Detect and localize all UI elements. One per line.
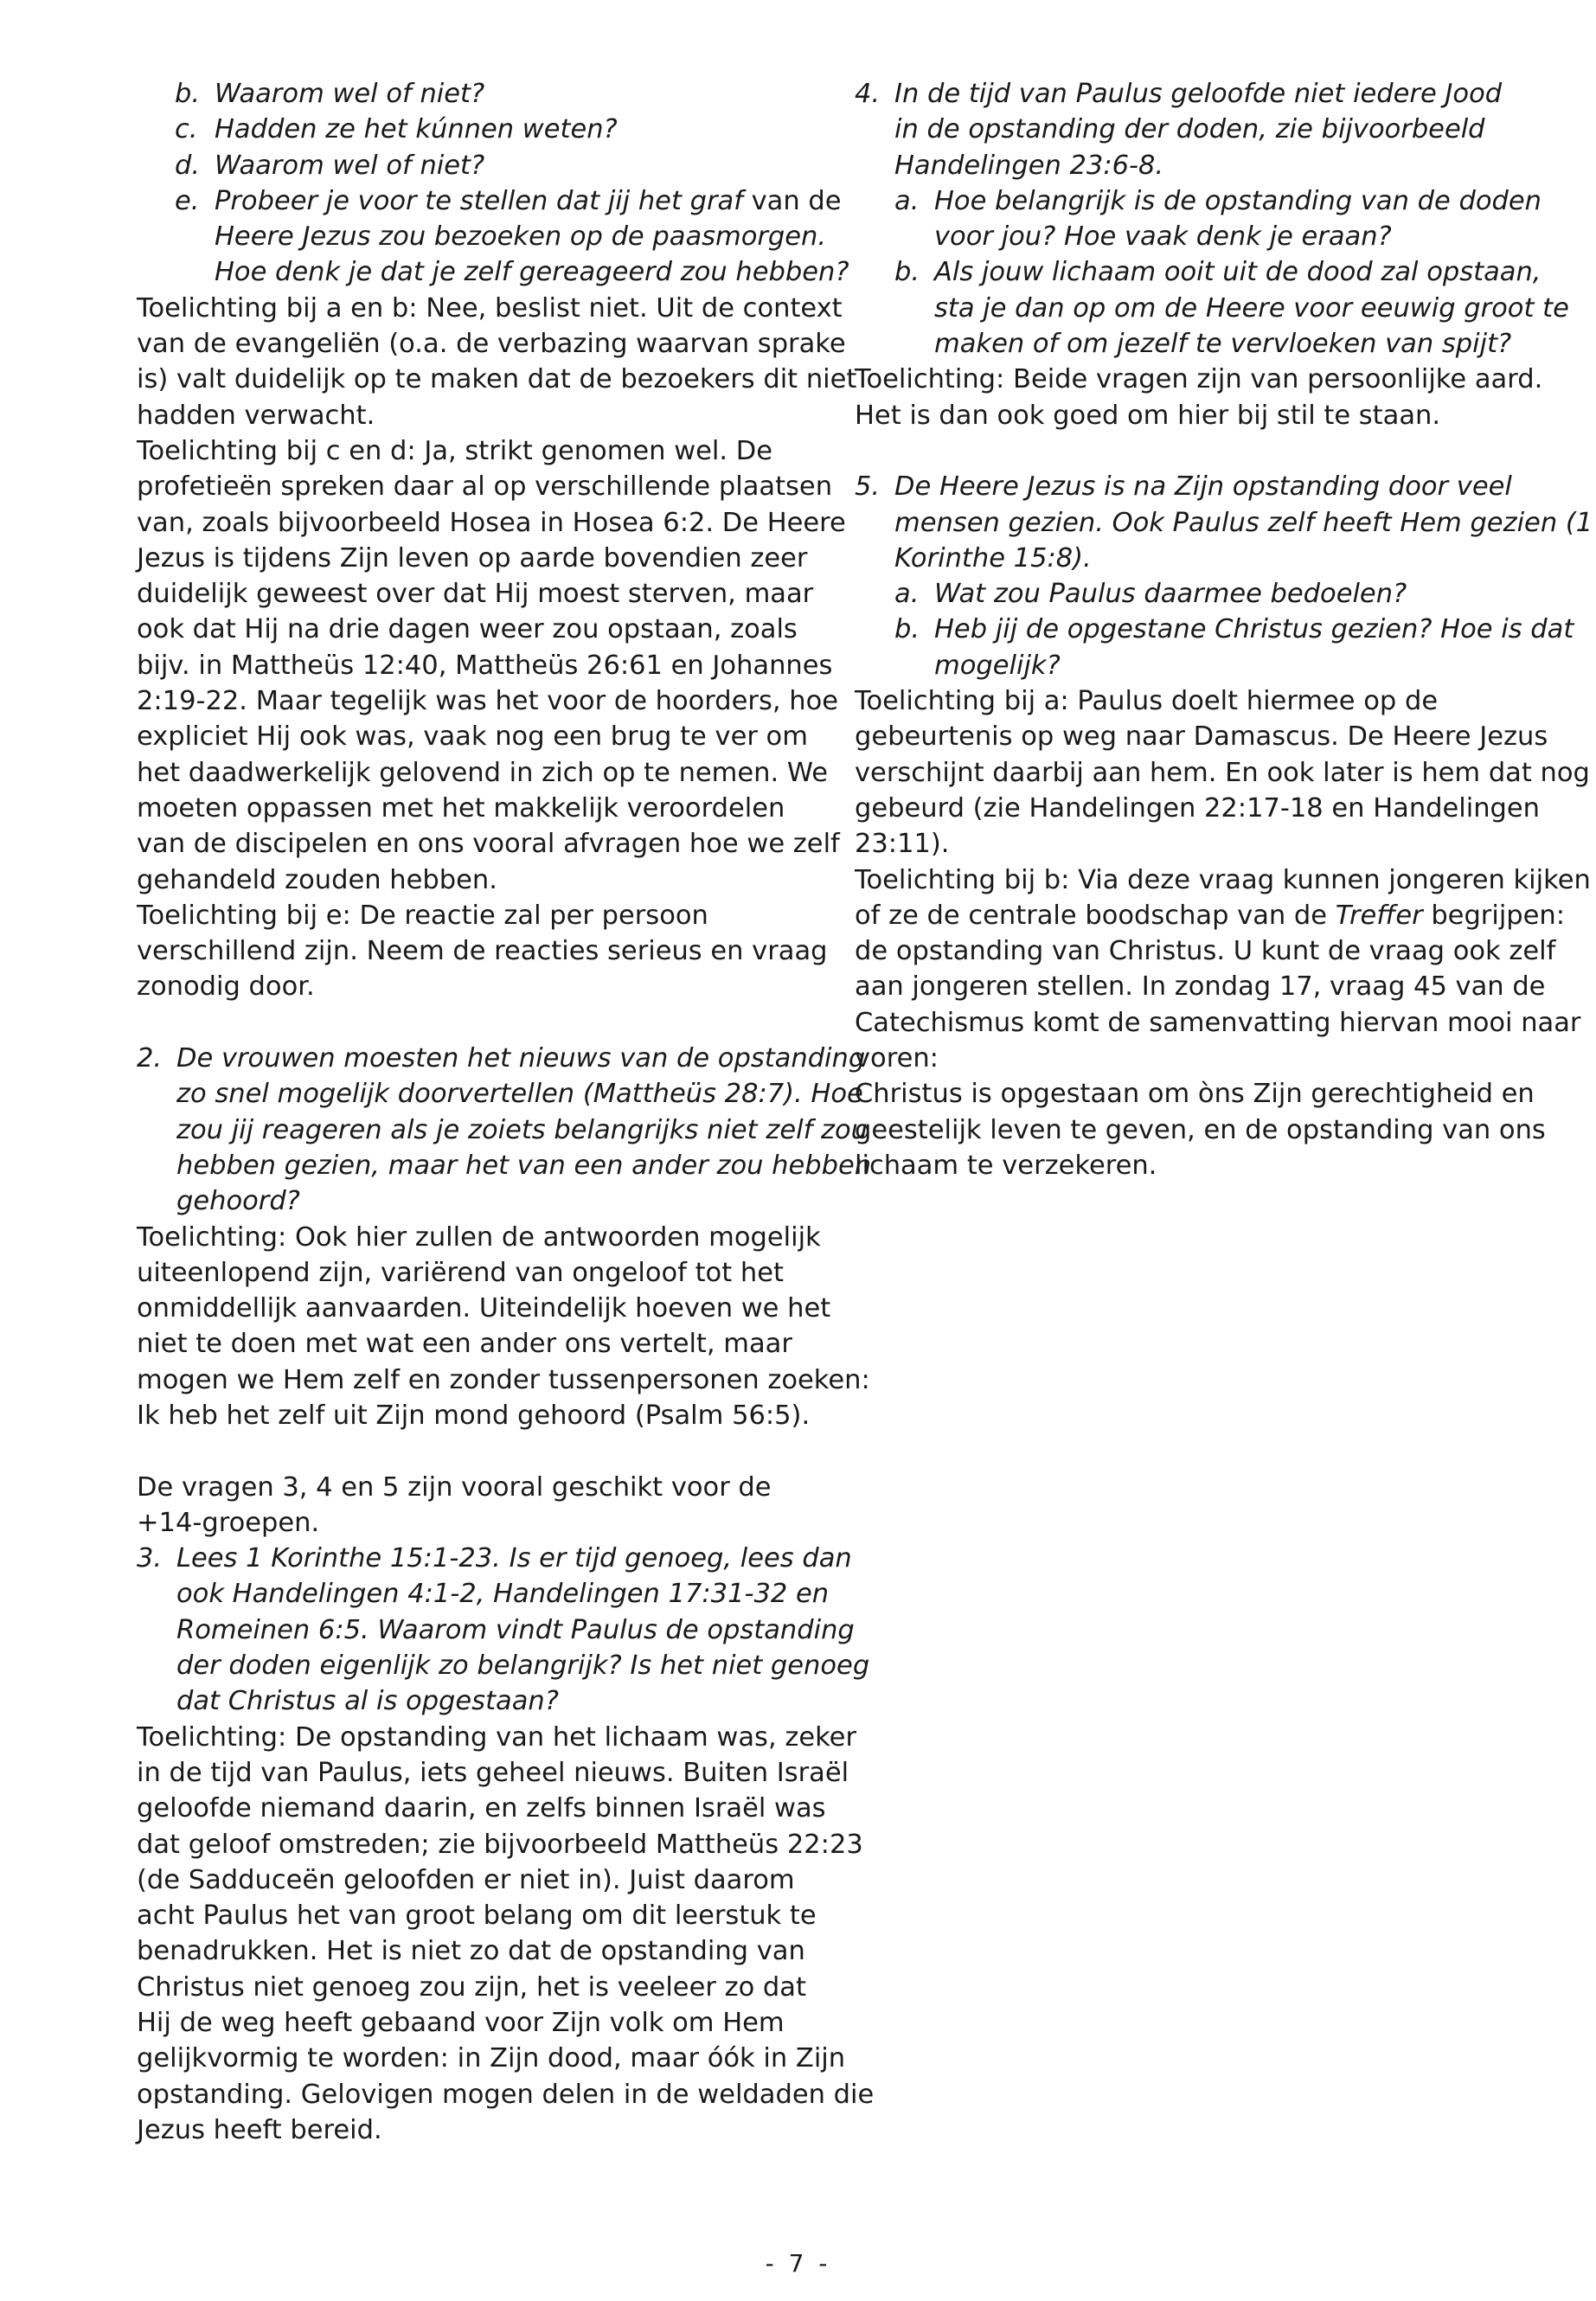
question-text: ook Handelingen 4:1-2, Handelingen 17:31-32 en (176, 1579, 830, 1610)
text-line: De vragen 3, 4 en 5 zijn vooral geschikt voor de (137, 1471, 772, 1503)
text-line: Toelichting bij e: De reactie zal per persoon (137, 900, 708, 931)
text-line: lichaam te verzekeren. (855, 1150, 1157, 1181)
text-line: van de evangeliën (o.a. de verbazing waarvan sprake (137, 329, 846, 360)
text-line: Toelichting: Ook hier zullen de antwoorden mogelijk (137, 1221, 821, 1253)
question-text: Waarom wel of niet? (215, 150, 485, 181)
question-text: mogelijk? (934, 650, 1061, 681)
treffer-title: Treffer (1335, 900, 1423, 931)
page-number: - 7 - (765, 2249, 831, 2278)
question-text: voor jou? Hoe vaak denk je eraan? (934, 221, 1392, 253)
question-text: Romeinen 6:5. Waarom vindt Paulus de opstanding (176, 1614, 855, 1645)
question-text: In de tijd van Paulus geloofde niet iedere Jood (894, 79, 1503, 109)
question-5a (855, 576, 1551, 612)
text-line: Christus is opgestaan om òns Zijn gerechtigheid en (855, 1079, 1535, 1110)
text-segment: of ze de centrale boodschap van de (855, 900, 1336, 931)
question-3 (137, 1541, 870, 1719)
question-text: in de opstanding der doden, zie bijvoorbeeld (894, 114, 1485, 145)
question-text: Heb jij de opgestane Christus gezien? Hoe is dat (934, 614, 1574, 645)
question-text: Korinthe 15:8). (894, 542, 1092, 574)
text-line: gehandeld zouden hebben. (137, 864, 497, 895)
question-text: sta je dan op om de Heere voor eeuwig groot te (934, 292, 1569, 324)
question-text: Waarom wel of niet? (215, 79, 485, 109)
toelichting-5a (855, 683, 1590, 862)
note-questions-345 (137, 1470, 829, 1541)
text-line: Jezus is tijdens Zijn leven op aarde bovendien zeer (137, 542, 808, 574)
text-line: Toelichting: Beide vragen zijn van persoonlijke aard. (855, 364, 1543, 395)
toelichting-5b (855, 862, 1591, 1184)
spacer (137, 1005, 829, 1041)
text-segment: begrijpen: (1422, 900, 1566, 931)
text-line: benadrukken. Het is niet zo dat de opstanding van (137, 1936, 805, 1967)
question-1e (137, 183, 849, 291)
question-1b (137, 76, 829, 112)
question-text: Hoe denk je dat je zelf gereageerd zou hebben? (215, 257, 849, 288)
question-text: Probeer je voor te stellen dat jij het graf (215, 185, 743, 216)
right-column (855, 76, 1593, 1183)
sub-label: b. (894, 614, 920, 645)
question-text: Als jouw lichaam ooit uit de dood zal opstaan, (934, 257, 1542, 288)
text-line: mogen we Hem zelf en zonder tussenpersonen zoeken: (137, 1364, 870, 1395)
text-line: 23:11). (855, 829, 950, 860)
toelichting-ab (137, 291, 857, 433)
sub-label: d. (175, 150, 201, 181)
question-4a (855, 183, 1551, 255)
text-line: hadden verwacht. (137, 400, 375, 431)
sub-label: a. (894, 579, 920, 610)
text-line: Jezus heeft bereid. (137, 2114, 382, 2145)
sub-label: c. (175, 114, 198, 145)
question-text: der doden eigenlijk zo belangrijk? Is het niet genoeg (176, 1650, 870, 1682)
text-line (855, 898, 1566, 933)
question-text: maken of om jezelf te vervloeken van spijt? (934, 329, 1512, 360)
question-4b (855, 254, 1569, 362)
text-line: zonodig door. (137, 971, 315, 1003)
text-line: bijv. in Mattheüs 12:40, Mattheüs 26:61 en Johannes (137, 650, 833, 681)
text-line: opstanding. Gelovigen mogen delen in de weldaden die (137, 2079, 875, 2110)
text-line: gebeurtenis op weg naar Damascus. De Heere Jezus (855, 721, 1548, 753)
question-4 (855, 76, 1551, 183)
sub-label: b. (894, 257, 920, 288)
left-column (137, 76, 875, 2148)
text-line: duidelijk geweest over dat Hij moest sterven, maar (137, 579, 814, 610)
text-line: Toelichting bij a en b: Nee, beslist niet. Uit de context (137, 292, 843, 324)
question-text: Handelingen 23:6-8. (894, 150, 1164, 181)
question-text: zo snel mogelijk doorvertellen (Mattheüs 28:7). Hoe (176, 1079, 863, 1110)
question-text: De Heere Jezus is na Zijn opstanding door veel (894, 471, 1512, 503)
text-line: geestelijk leven te geven, en de opstanding van ons (855, 1114, 1546, 1145)
text-line: profetieën spreken daar al op verschillende plaatsen (137, 471, 833, 503)
question-5 (855, 469, 1593, 576)
text-line: aan jongeren stellen. In zondag 17, vraag 45 van de (855, 971, 1546, 1003)
question-text: Wat zou Paulus daarmee bedoelen? (934, 579, 1407, 610)
question-text: Lees 1 Korinthe 15:1-23. Is er tijd genoeg, lees dan (176, 1543, 852, 1574)
text-line: gelijkvormig te worden: in Zijn dood, maar óók in Zijn (137, 2043, 846, 2074)
question-text-tail: van de (742, 185, 842, 216)
toelichting-3 (137, 1720, 875, 2149)
toelichting-2 (137, 1220, 870, 1434)
text-line: onmiddellijk aanvaarden. Uiteindelijk hoeven we het (137, 1293, 831, 1324)
text-line: (de Sadduceën geloofden er niet in). Juist daarom (137, 1864, 795, 1895)
question-text: Heere Jezus zou bezoeken op de paasmorgen. (215, 221, 827, 253)
text-line: is) valt duidelijk op te maken dat de bezoekers dit niet (137, 364, 857, 395)
text-line: in de tijd van Paulus, iets geheel nieuws. Buiten Israël (137, 1757, 849, 1788)
question-number: 2. (137, 1043, 163, 1074)
text-line: niet te doen met wat een ander ons vertelt, maar (137, 1329, 792, 1360)
text-line: Toelichting bij b: Via deze vraag kunnen jongeren kijken (855, 864, 1591, 895)
text-line: verschijnt daarbij aan hem. En ook later is hem dat nog (855, 757, 1590, 788)
question-text: Hadden ze het kúnnen weten? (215, 114, 618, 145)
text-line: ook dat Hij na drie dagen weer zou opstaan, zoals (137, 614, 798, 645)
sub-label: a. (894, 185, 920, 216)
toelichting-4 (855, 362, 1551, 433)
text-line: Het is dan ook goed om hier bij stil te staan. (855, 400, 1441, 431)
text-line: gebeurd (zie Handelingen 22:17-18 en Handelingen (855, 792, 1541, 824)
text-line: uiteenlopend zijn, variërend van ongeloof tot het (137, 1257, 784, 1288)
text-line: Hij de weg heeft gebaand voor Zijn volk om Hem (137, 2008, 785, 2039)
sub-label: b. (175, 79, 201, 109)
question-text: Hoe belangrijk is de opstanding van de doden (934, 185, 1542, 216)
toelichting-e (137, 898, 829, 1005)
question-text: zou jij reageren als je zoiets belangrijks niet zelf zou (176, 1114, 869, 1145)
text-line: +14-groepen. (137, 1507, 320, 1538)
question-5b (855, 612, 1574, 683)
question-text: mensen gezien. Ook Paulus zelf heeft Hem gezien (1 (894, 507, 1593, 538)
question-number: 5. (855, 471, 881, 503)
question-text: dat Christus al is opgestaan? (176, 1686, 559, 1717)
question-number: 4. (855, 79, 881, 109)
text-line: dat geloof omstreden; zie bijvoorbeeld Mattheüs 22:23 (137, 1829, 863, 1860)
sub-label: e. (175, 185, 200, 216)
text-line: Toelichting: De opstanding van het lichaam was, zeker (137, 1721, 856, 1753)
text-line: Toelichting bij a: Paulus doelt hiermee op de (855, 686, 1439, 717)
spacer (137, 1433, 829, 1469)
question-text: De vrouwen moesten het nieuws van de opstanding (176, 1043, 866, 1074)
text-line: acht Paulus het van groot belang om dit leerstuk te (137, 1900, 817, 1932)
question-text: hebben gezien, maar het van een ander zou hebben (176, 1150, 872, 1181)
text-line: moeten oppassen met het makkelijk veroordelen (137, 792, 785, 824)
toelichting-cd (137, 433, 846, 898)
text-line: verschillend zijn. Neem de reacties serieus en vraag (137, 936, 828, 967)
text-line: het daadwerkelijk gelovend in zich op te nemen. We (137, 757, 829, 788)
text-line: voren: (855, 1043, 939, 1074)
text-line: van, zoals bijvoorbeeld Hosea in Hosea 6:2. De Heere (137, 507, 846, 538)
question-number: 3. (137, 1543, 163, 1574)
question-1d (137, 148, 829, 183)
text-line: Toelichting bij c en d: Ja, strikt genomen wel. De (137, 435, 773, 466)
text-line: geloofde niemand daarin, en zelfs binnen Israël was (137, 1793, 826, 1824)
text-line: Catechismus komt de samenvatting hiervan mooi naar (855, 1007, 1581, 1038)
text-line: expliciet Hij ook was, vaak nog een brug te ver om (137, 721, 808, 753)
spacer (855, 433, 1551, 469)
text-line: van de discipelen en ons vooral afvragen hoe we zelf (137, 829, 840, 860)
text-line: Christus niet genoeg zou zijn, het is veeleer zo dat (137, 1971, 806, 2003)
text-line: Ik heb het zelf uit Zijn mond gehoord (Psalm 56:5). (137, 1400, 811, 1431)
text-line: de opstanding van Christus. U kunt de vraag ook zelf (855, 936, 1556, 967)
question-1c (137, 112, 829, 147)
question-2 (137, 1041, 872, 1219)
question-text: gehoord? (176, 1186, 300, 1217)
text-line: 2:19-22. Maar tegelijk was het voor de hoorders, hoe (137, 686, 839, 717)
